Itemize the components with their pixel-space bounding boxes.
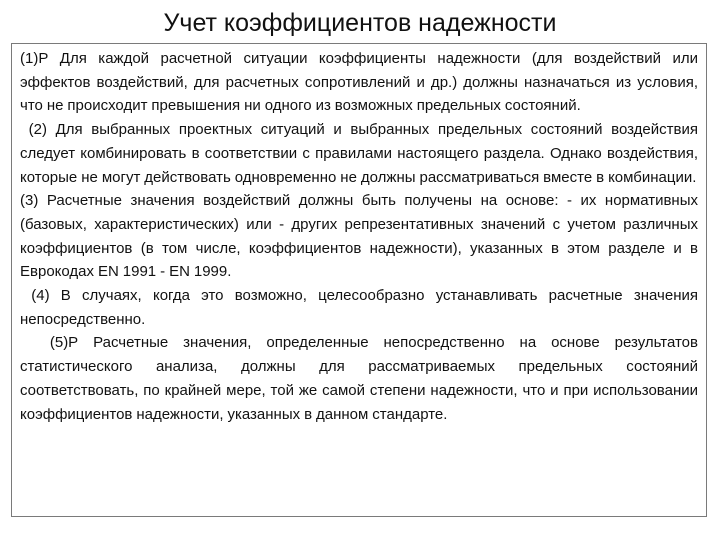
paragraph-4: (4) В случаях, когда это возможно, целесообразно устанавливать расчетные значения непосредственно. [20,287,698,328]
paragraph-3: (3) Расчетные значения воздействий должны быть получены на основе: - их нормативных (базовых, характеристических) или - других репрезентативных значений с учетом различных коэффициентов (в том числе, коэффициентов надежности), указанных в этом разделе и в Еврокодах EN 1991 - EN 1999. [20,192,698,281]
slide-title: Учет коэффициентов надежности [163,9,557,37]
paragraph-2: (2) Для выбранных проектных ситуаций и выбранных предельных состояний воздействия следует комбинировать в соответствии с правилами настоящего раздела. Однако воздействия, которые не могут действовать одновременно не должны рассматриваться вместе в комбинации. [20,121,698,186]
paragraph-5: (5)Р Расчетные значения, определенные непосредственно на основе результатов статистического анализа, должны для рассматриваемых предельных состояний соответствовать, по крайней мере, той же самой степени надежности, что и при использовании коэффициентов надежности, указанных в данном стандарте. [20,334,698,423]
content-box [11,43,707,517]
paragraph-1: (1)Р Для каждой расчетной ситуации коэффициенты надежности (для воздействий или эффектов воздействий, для расчетных сопротивлений и др.) должны назначаться из условия, что не происходит превышения ни одного из возможных предельных состояний. [20,50,698,115]
